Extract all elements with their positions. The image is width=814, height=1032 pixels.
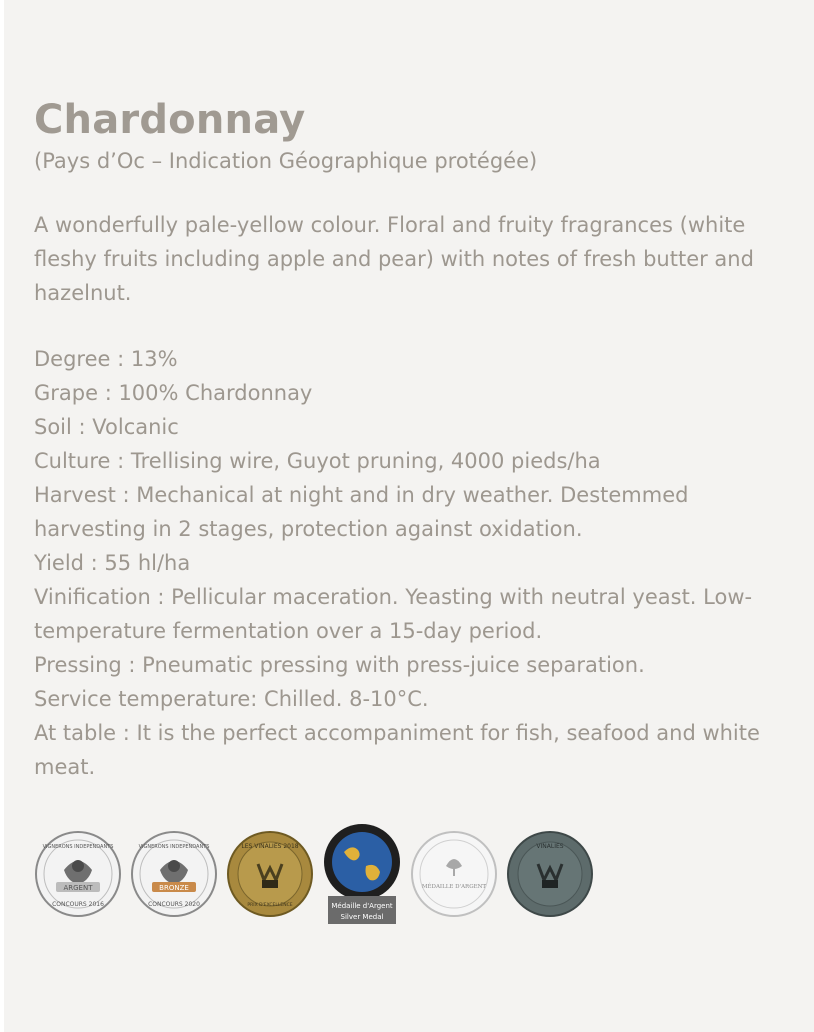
spec-soil: Soil : Volcanic (34, 415, 179, 439)
medal-2-bottom: CONCOURS 2020 (148, 901, 200, 908)
vignerons-independants-bronze-medal (130, 830, 218, 918)
medal-4-mid: Médaille d'Argent (331, 902, 393, 910)
spec-degree: Degree : 13% (34, 347, 178, 371)
medal-2-mid: BRONZE (159, 884, 189, 892)
medaille-argent-medal (410, 830, 498, 918)
globe-silver-medal (322, 822, 402, 926)
spec-grape: Grape : 100% Chardonnay (34, 381, 313, 405)
medal-5-mid: MÉDAILLE D'ARGENT (421, 884, 487, 890)
spec-vinification: Vinification : Pellicular maceration. Yeasting with neutral yeast. Low-temperature fermentation over a 15-day period. (34, 585, 753, 643)
medal-2-top: VIGNERONS INDEPENDANTS (138, 844, 210, 850)
medal-row (34, 824, 784, 924)
product-card (4, 0, 814, 1032)
spec-list (34, 342, 774, 784)
medal-3-bottom: PRIX D'EXCELLENCE (247, 903, 293, 908)
vinalies-dark-medal (506, 830, 594, 918)
spec-service-temperature: Service temperature: Chilled. 8-10°C. (34, 687, 429, 711)
appellation-subtitle: (Pays d’Oc – Indication Géographique protégée) (34, 149, 538, 173)
spec-pressing: Pressing : Pneumatic pressing with press-juice separation. (34, 653, 645, 677)
medal-3-top: LES VINALIES 2018 (241, 843, 299, 850)
wine-description: A wonderfully pale-yellow colour. Floral and fruity fragrances (white fleshy fruits including apple and pear) with notes of fresh butter and hazelnut. (34, 213, 754, 305)
page-title: Chardonnay (34, 97, 306, 143)
medal-1-bottom: CONCOURS 2016 (52, 901, 104, 908)
spec-at-table: At table : It is the perfect accompaniment for fish, seafood and white meat. (34, 721, 760, 779)
vignerons-independants-argent-medal (34, 830, 122, 918)
medal-4-bottom: Silver Medal (340, 913, 384, 921)
medal-1-top: VIGNERONS INDEPENDANTS (42, 844, 114, 850)
medal-1-mid: ARGENT (63, 884, 93, 892)
les-vinalies-2018-medal (226, 830, 314, 918)
medal-6-top: VINALIES (536, 843, 564, 850)
spec-culture: Culture : Trellising wire, Guyot pruning, 4000 pieds/ha (34, 449, 601, 473)
spec-harvest: Harvest : Mechanical at night and in dry weather. Destemmed harvesting in 2 stages, protection against oxidation. (34, 483, 689, 541)
spec-yield: Yield : 55 hl/ha (34, 551, 191, 575)
